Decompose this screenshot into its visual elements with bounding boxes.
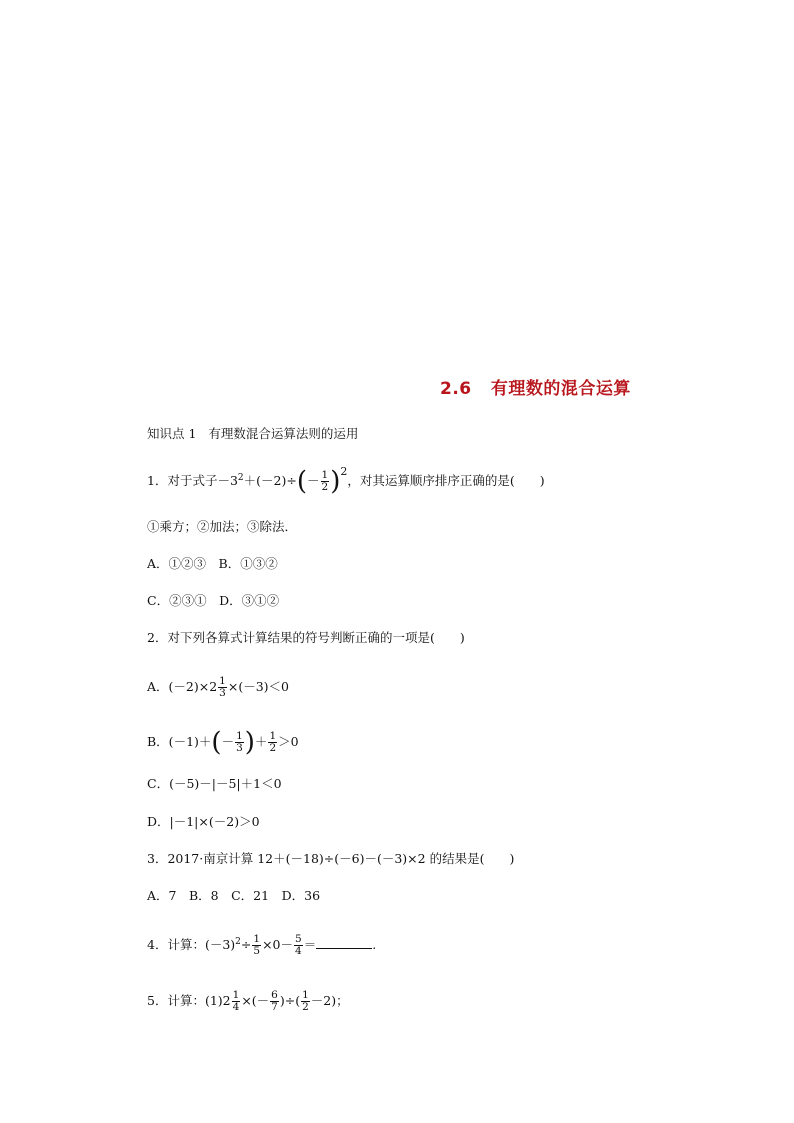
q2b-left-paren: ( xyxy=(211,727,222,758)
question-2-option-a xyxy=(147,676,289,699)
q1-outer-exponent: 2 xyxy=(340,465,348,479)
q5-frac2-num: 6 xyxy=(271,989,278,1001)
q4-frac1-den: 5 xyxy=(253,945,261,958)
q4-fraction-1 xyxy=(252,934,261,957)
q2b-text-pre: B．(－1)＋ xyxy=(147,734,212,749)
question-2-stem: 2．对下列各算式计算结果的符号判断正确的一项是( ) xyxy=(147,630,465,645)
q4-equals: ＝ xyxy=(303,937,317,953)
section-title: 有理数的混合运算 xyxy=(490,379,631,399)
q2a-text-post: ×(－3)＜0 xyxy=(227,679,289,694)
q2b-frac1-num: 1 xyxy=(236,730,243,742)
knowledge-point-title: 有理数混合运算法则的运用 xyxy=(208,426,359,441)
knowledge-point-heading xyxy=(147,426,358,442)
q5-frac3-den: 2 xyxy=(302,1001,309,1013)
q1-frac-den: 2 xyxy=(321,481,329,494)
question-1-options-ab: A．①②③ B．①③② xyxy=(147,556,278,571)
q2b-frac2-den: 2 xyxy=(269,742,277,754)
q1-text-a: 1．对于式子－3 xyxy=(147,473,238,489)
q5-frac3-num: 1 xyxy=(302,989,309,1001)
q1-left-paren: ( xyxy=(296,466,307,497)
question-1-stem: 1．对于式子$-3^2+(-2)\div(-$ $\frac{1}{2}$ )2，对其运算顺序排序正确的是( ) xyxy=(147,465,545,497)
q1-fraction xyxy=(321,470,330,493)
q5-text-pre: 5．计算：(1)2 xyxy=(147,993,231,1008)
q2a-frac-den: 3 xyxy=(219,687,226,699)
q2b-frac2-num: 1 xyxy=(269,730,277,742)
q5-text-mid: ×(－ xyxy=(241,993,270,1008)
q5-text-mid2: )÷( xyxy=(279,993,301,1008)
question-4 xyxy=(147,934,376,957)
question-5 xyxy=(147,990,349,1013)
q4-text-mid: ×0－ xyxy=(262,937,294,953)
q4-divide: ÷ xyxy=(240,937,252,953)
q1-frac-num: 1 xyxy=(321,469,329,482)
q2b-fraction-1 xyxy=(235,731,244,754)
question-1-options-cd: C．②③① D．③①② xyxy=(147,593,280,608)
q1-right-paren: ) xyxy=(330,466,341,497)
q4-exponent: 2 xyxy=(235,937,241,947)
q2b-fraction-2 xyxy=(268,731,277,754)
question-3-stem: 3．2017·南京计算 12＋(－18)÷(－6)－(－3)×2 的结果是( ) xyxy=(147,851,515,866)
q2b-right-paren: ) xyxy=(244,727,255,758)
q5-frac1-den: 4 xyxy=(232,1001,240,1013)
q4-frac1-num: 1 xyxy=(253,933,261,946)
q2a-text-pre: A．(－2)×2 xyxy=(147,679,218,694)
q1-text-c: ，对其运算顺序排序正确的是( ) xyxy=(347,473,545,489)
q5-fraction-1 xyxy=(232,990,241,1013)
q1-exponent: 2 xyxy=(237,473,244,483)
q5-text-post: －2)； xyxy=(310,993,349,1008)
answer-blank[interactable] xyxy=(316,936,372,949)
q2b-text-mid: ＋ xyxy=(254,734,268,749)
question-2-option-d: D．|－1|×(－2)＞0 xyxy=(147,814,260,829)
q1-text-b: ＋(－2)÷ xyxy=(243,473,297,489)
q5-frac1-num: 1 xyxy=(232,989,240,1001)
q5-fraction-2 xyxy=(270,990,279,1013)
q5-frac2-den: 7 xyxy=(271,1001,278,1013)
page-title xyxy=(440,374,631,399)
q4-period: . xyxy=(372,937,377,953)
q4-frac2-den: 4 xyxy=(295,945,302,958)
q4-fraction-2 xyxy=(294,934,303,957)
question-2-option-b: B．(－1)＋(－ $\frac{1}{3}$ )＋ $\frac{1}{2}$ ＞0 xyxy=(147,727,299,758)
q2a-frac-num: 1 xyxy=(219,675,226,687)
q2a-fraction xyxy=(218,676,227,699)
q5-fraction-3 xyxy=(301,990,310,1013)
q4-text-pre: 4．计算：(－3) xyxy=(147,937,236,953)
question-3-options: A．7 B．8 C．21 D．36 xyxy=(147,888,321,903)
q4-frac2-num: 5 xyxy=(295,933,302,946)
q2b-frac1-den: 3 xyxy=(236,742,243,754)
knowledge-point-label: 知识点 1 xyxy=(147,426,197,441)
question-2-option-c: C．(－5)－|－5|＋1＜0 xyxy=(147,776,282,791)
question-1-steps: ①乘方；②加法；③除法． xyxy=(147,519,298,534)
q2b-text-post: ＞0 xyxy=(278,734,299,749)
section-number: 2.6 xyxy=(440,379,472,399)
